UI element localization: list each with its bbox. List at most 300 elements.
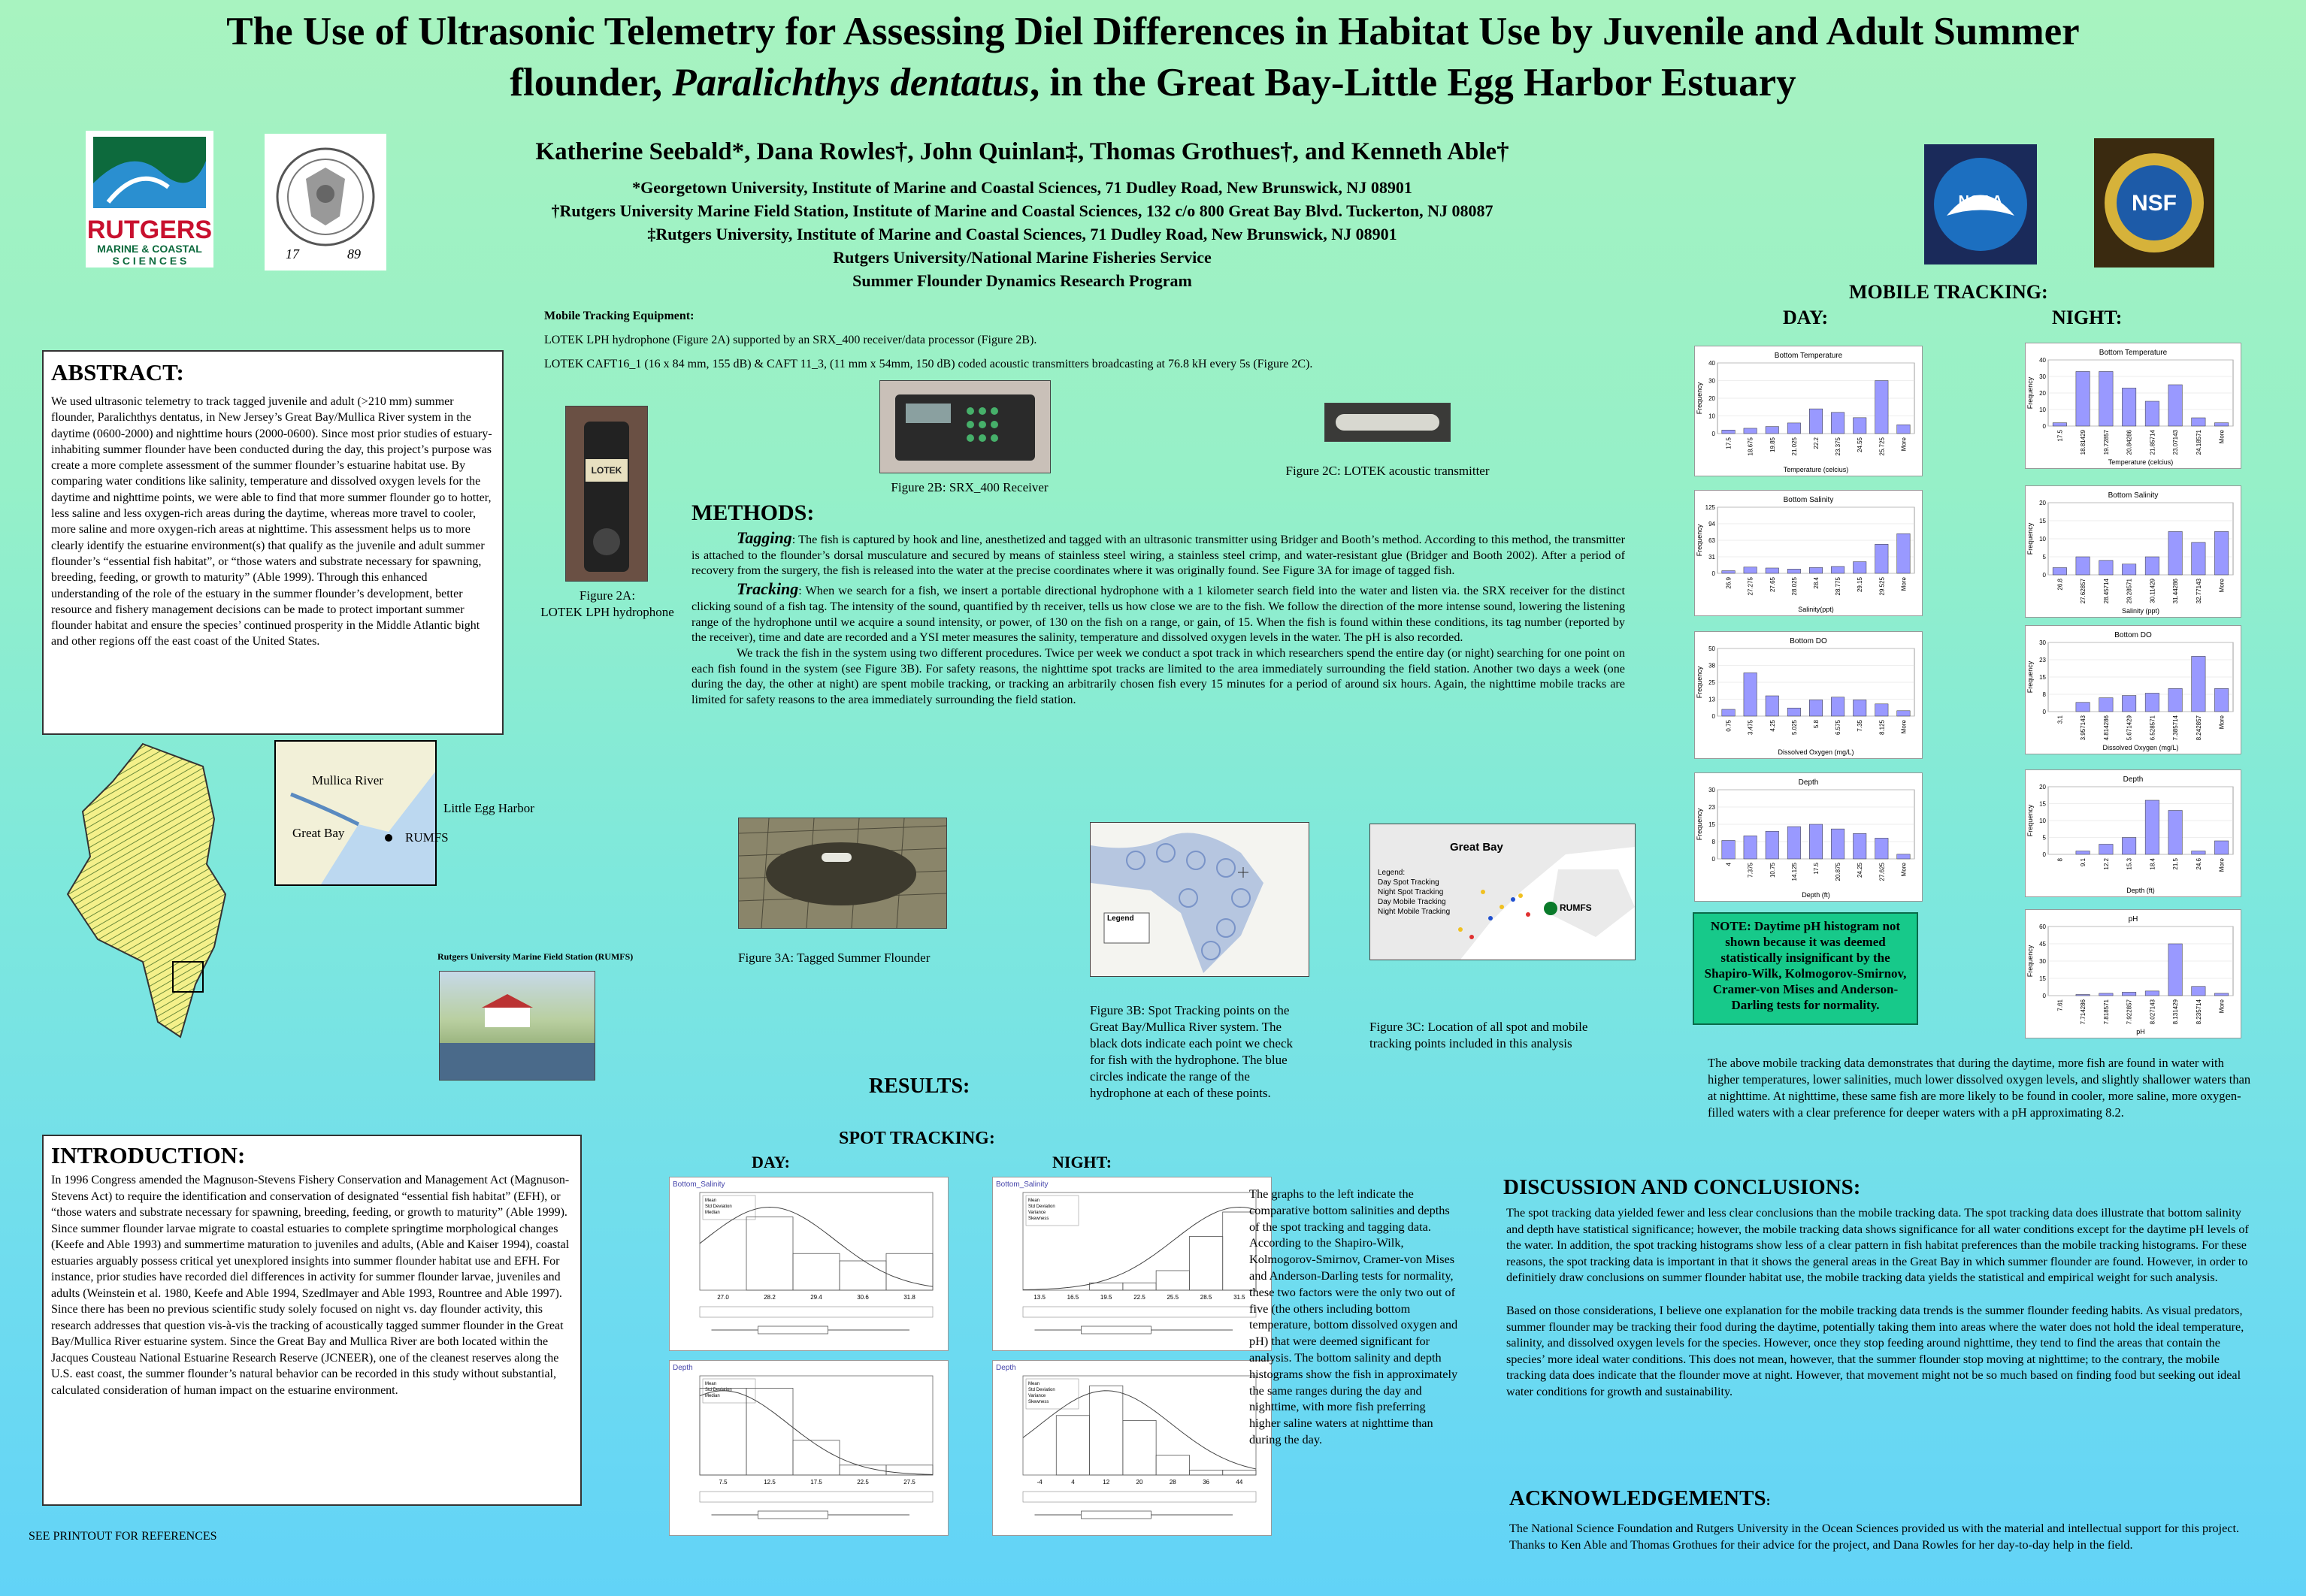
seal-year-right: 89 bbox=[347, 246, 361, 261]
box-plot bbox=[758, 1326, 828, 1334]
x-tick-label: 7.818571 bbox=[2102, 999, 2110, 1025]
bar bbox=[2214, 993, 2228, 996]
receiver-photo bbox=[879, 380, 1051, 473]
x-tick-label: 0.75 bbox=[1725, 720, 1733, 732]
box-plot bbox=[758, 1511, 828, 1519]
affiliation: Summer Flounder Dynamics Research Program bbox=[852, 271, 1192, 290]
field-station-photo bbox=[439, 971, 595, 1081]
x-tick-label: 26.8 bbox=[2056, 579, 2064, 591]
x-tick-label: 25.5 bbox=[1167, 1294, 1179, 1301]
x-tick-label: 19.85 bbox=[1769, 437, 1776, 453]
discussion-paragraph-2: Based on those considerations, I believe one explanation for the mobile tracking data trends is the summer flounder feeding habits. As visual predators, summer flounder may be tracking their food during the daytime, potentially taking them into areas where the water does not hold the ideal temperature, salinity, and dissolved oxygen levels for the species. However, once they stop feeding around nighttime, they tend to find the areas that contain the species’ more ideal water conditions. This does not mean, however, that the summer flounder stop moving at nighttime; to the contrary, the mobile tracking data does indicate that the flounder move at night. However, that movement might not be so much based on finding food but seeking out ideal water conditions for growth and sustainability. bbox=[1506, 1303, 2244, 1398]
rug-strip bbox=[700, 1307, 933, 1317]
mobile-summary: The above mobile tracking data demonstrates that during the daytime, more fish are found in water with higher temperatures, lower salinities, much lower dissolved oxygen levels, and slightly shallower waters than at nighttime. At nighttime, these same fish are more likely to be found in cooler, more saline, more oxygen-filled waters with a clear preference for deeper waters with a pH approximating 8.2. bbox=[1708, 1056, 2251, 1120]
bar bbox=[1897, 711, 1910, 716]
bar bbox=[1853, 700, 1866, 716]
y-tick-label: 15 bbox=[2039, 800, 2046, 808]
x-tick-label: -4 bbox=[1036, 1479, 1043, 1486]
stats-label: Mean bbox=[705, 1382, 717, 1386]
bar bbox=[2053, 423, 2066, 426]
bar bbox=[2099, 845, 2113, 855]
abstract-box bbox=[42, 350, 504, 735]
bar bbox=[1831, 697, 1844, 716]
stats-label: Std Deviation bbox=[705, 1205, 732, 1209]
acknowledgements-heading bbox=[1509, 1486, 1771, 1511]
legend-title: Legend: bbox=[1378, 869, 1406, 877]
y-tick-label: 50 bbox=[1708, 645, 1715, 652]
affiliation: ‡Rutgers University, Institute of Marine and Coastal Sciences, 71 Dudley Road, New Brunswick, NJ 08901 bbox=[647, 225, 1397, 243]
y-tick-label: 20 bbox=[2039, 784, 2046, 790]
discussion-heading: DISCUSSION AND CONCLUSIONS: bbox=[1503, 1175, 1861, 1199]
x-tick-label: 13.5 bbox=[1033, 1294, 1046, 1301]
y-tick-label: 30 bbox=[2039, 639, 2046, 646]
y-tick-label: 45 bbox=[2039, 941, 2046, 948]
y-tick-label: 23 bbox=[2039, 657, 2046, 663]
mullica-label: Mullica River bbox=[312, 773, 383, 787]
y-tick-label: 20 bbox=[2039, 390, 2046, 397]
x-tick-label: 29.525 bbox=[1878, 577, 1886, 596]
y-tick-label: 0 bbox=[2042, 993, 2046, 999]
tracking-label: Tracking bbox=[737, 579, 799, 599]
bar bbox=[1809, 567, 1822, 573]
spot-map-legend: Legend bbox=[1107, 914, 1134, 923]
x-tick-label: 28.775 bbox=[1835, 577, 1842, 596]
y-tick-label: 30 bbox=[1708, 377, 1715, 385]
bar bbox=[2076, 557, 2090, 575]
title-part: , in the Great Bay-Little Egg Harbor Estuary bbox=[1029, 61, 1796, 104]
tagging-text: : The fish is captured by hook and line, anesthetized and tagged with an ultrasonic transmitter using Bridger and Booth’s method. According to this method, the transmitter is attached to the flounder’s dorsal musculature and secured by means of stainless steel wiring, a stainless steel crimp, and water-resistant glue (Bridger and Booth 2002). After a period of recovery from the surgery, the fish is released into the water at the precise coordinates where it was originally found. See Figure 3A for image of tagged fish. bbox=[691, 533, 1625, 578]
affiliations bbox=[391, 176, 1654, 292]
x-tick-label: 12.2 bbox=[2102, 858, 2110, 870]
y-tick-label: 10 bbox=[2039, 407, 2046, 413]
bar bbox=[1875, 704, 1888, 716]
x-tick-label: 3.957143 bbox=[2080, 715, 2087, 741]
x-tick-label: 4.814286 bbox=[2102, 715, 2110, 741]
nj-state-icon bbox=[53, 736, 278, 1044]
x-tick-label: 7.375 bbox=[1747, 863, 1754, 878]
methods-heading: METHODS: bbox=[691, 500, 815, 525]
x-tick-label: 28.45714 bbox=[2102, 579, 2110, 604]
bar bbox=[1875, 381, 1888, 434]
x-tick-label: 17.5 bbox=[1725, 437, 1733, 449]
stats-label: Mean bbox=[705, 1199, 717, 1203]
x-tick-label: 31.44286 bbox=[2172, 579, 2180, 604]
x-tick-label: 5.025 bbox=[1790, 720, 1798, 736]
spot-histogram bbox=[669, 1177, 949, 1351]
x-tick-label: More bbox=[1900, 720, 1908, 734]
y-tick-label: 40 bbox=[1708, 360, 1715, 367]
bar bbox=[2145, 557, 2159, 575]
station-caption: Rutgers University Marine Field Station (RUMFS) bbox=[437, 951, 634, 962]
x-tick-label: 4 bbox=[1725, 863, 1733, 866]
stats-label: Variance bbox=[1028, 1394, 1046, 1398]
rutgers-name: RUTGERS bbox=[86, 216, 213, 244]
x-tick-label: 24.25 bbox=[1857, 863, 1864, 878]
chart-xlabel: Temperature (celcius) bbox=[2108, 458, 2174, 466]
bar bbox=[1831, 829, 1844, 859]
introduction-text: In 1996 Congress amended the Magnuson-Stevens Fishery Conservation and Management Act (Magnuson-Stevens Act) to require the identification and conservation of designated “essential fish habitat” (EFH), or “those waters and substrate necessary for spawning, breeding, feeding, or growth to maturity” (Able 1999). Since summer flounder larvae migrate to coastal estuaries to complete springtime morphological changes (Keefe and Able 1993) and summertime maturation to juveniles and adults, (Able and Kaiser 1994), coastal estuaries arguably possess critical yet unexplored insights into summer flounder habitat use and EFH. For instance, prior studies have recorded diel differences in activity for summer flounder larvae, juveniles and adults (Weinstein et al. 1980, Keefe and Able 1994, Szedlmayer and Able 1993, Rountree and Able 1997). Since there has been no previous scientific study solely focused on night vs. day flounder activity, this research addresses that question vis-à-vis the tracking of acoustically tagged summer flounder in the Great Bay/Mullica River estuarine system. Since the Great Bay and Mullica River are both located within the Jacques Cousteau National Estuarine Research Reserve (JCNEER), one of the cleanest reserves along the U.S. east coast, the summer flounder’s natural behavior can be recorded in this study without substantial, calculated consideration of human impact on the estuarine environment. bbox=[51, 1174, 570, 1397]
x-tick-label: 8 bbox=[2056, 858, 2064, 862]
x-tick-label: More bbox=[2218, 999, 2226, 1014]
chart-ylabel: Frequency bbox=[1696, 666, 1703, 699]
bar bbox=[2099, 993, 2113, 996]
x-tick-label: More bbox=[2218, 858, 2226, 872]
bar bbox=[1766, 696, 1778, 716]
bar bbox=[1875, 838, 1888, 859]
y-tick-label: 15 bbox=[1708, 821, 1715, 828]
stats-label: Median bbox=[705, 1211, 720, 1215]
flounder-icon bbox=[739, 818, 946, 928]
rutgers-sub2: S C I E N C E S bbox=[112, 255, 187, 267]
bar bbox=[2099, 371, 2113, 426]
chart-xlabel: Dissolved Oxygen (mg/L) bbox=[2102, 744, 2179, 751]
chart-title: Depth bbox=[2123, 775, 2144, 784]
bar bbox=[2122, 838, 2135, 855]
x-tick-label: 8.235714 bbox=[2195, 999, 2202, 1025]
bar bbox=[1853, 833, 1866, 859]
bar bbox=[1787, 827, 1800, 859]
y-tick-label: 30 bbox=[1708, 787, 1715, 793]
bar bbox=[1744, 836, 1757, 859]
y-tick-label: 94 bbox=[1708, 521, 1715, 527]
x-tick-label: 7.385714 bbox=[2172, 715, 2180, 741]
acknowledgements-text: The National Science Foundation and Rutgers University in the Ocean Sciences provided us with the material and intellectual support for this project. Thanks to Ken Able and Thomas Grothues for their advice for the project, and Dana Rowles for her day-to-day help in the field. bbox=[1509, 1522, 2239, 1552]
mobile-day-label: DAY: bbox=[1783, 307, 1829, 328]
bar bbox=[2122, 696, 2135, 712]
title-line-1: The Use of Ultrasonic Telemetry for Assessing Diel Differences in Habitat Use by Juvenile and Adult Summer bbox=[226, 10, 2080, 53]
stats-label: Skewness bbox=[1028, 1217, 1049, 1221]
x-tick-label: 29.15 bbox=[1857, 577, 1864, 593]
spot-night-label: NIGHT: bbox=[1052, 1153, 1112, 1171]
y-tick-label: 15 bbox=[2039, 674, 2046, 681]
x-tick-label: 12.5 bbox=[764, 1479, 776, 1486]
x-tick-label: 44 bbox=[1236, 1479, 1243, 1486]
station-building-icon bbox=[440, 972, 595, 1080]
x-tick-label: More bbox=[2218, 715, 2226, 730]
chart-title: Depth bbox=[1798, 778, 1819, 787]
mobile-chart bbox=[2025, 343, 2241, 469]
x-tick-label: 23.07143 bbox=[2172, 430, 2180, 455]
bar bbox=[1809, 409, 1822, 434]
stats-label: Std Deviation bbox=[1028, 1388, 1055, 1392]
mobile-chart bbox=[2025, 485, 2241, 618]
transmitter-photo bbox=[1324, 403, 1451, 442]
x-tick-label: 17.5 bbox=[1813, 863, 1820, 875]
chart-title: Bottom Temperature bbox=[1774, 352, 1843, 360]
chart-xlabel: Salinity(ppt) bbox=[1798, 606, 1834, 613]
x-tick-label: 16.5 bbox=[1067, 1294, 1079, 1301]
mobile-chart bbox=[2025, 625, 2241, 754]
seal-icon bbox=[265, 134, 386, 271]
bar bbox=[1809, 824, 1822, 859]
bar bbox=[2192, 851, 2205, 855]
x-tick-label: 9.1 bbox=[2080, 858, 2087, 867]
x-tick-label: 3.1 bbox=[2056, 715, 2064, 724]
x-tick-label: 20.875 bbox=[1835, 863, 1842, 881]
x-tick-label: 36 bbox=[1203, 1479, 1210, 1486]
spot-tracking-heading: SPOT TRACKING: bbox=[839, 1129, 995, 1148]
chart-title: Bottom Salinity bbox=[1783, 496, 1834, 504]
chart-ylabel: Frequency bbox=[1696, 382, 1703, 415]
bar bbox=[2122, 564, 2135, 575]
bar bbox=[1897, 534, 1910, 573]
bar bbox=[2192, 987, 2205, 996]
stats-label: Std Deviation bbox=[1028, 1205, 1055, 1209]
bar bbox=[2145, 991, 2159, 996]
rutgers-logo bbox=[86, 131, 213, 268]
chart-xlabel: Temperature (celcius) bbox=[1783, 466, 1849, 473]
bar bbox=[1722, 840, 1735, 859]
bar bbox=[2192, 543, 2205, 575]
x-tick-label: 6.528571 bbox=[2149, 715, 2156, 741]
x-tick-label: More bbox=[1900, 437, 1908, 452]
bar bbox=[2192, 656, 2205, 712]
bar bbox=[2192, 418, 2205, 426]
x-tick-label: More bbox=[1900, 863, 1908, 877]
x-tick-label: 22.2 bbox=[1813, 437, 1820, 449]
y-tick-label: 25 bbox=[1708, 679, 1715, 686]
x-tick-label: 22.5 bbox=[1133, 1294, 1145, 1301]
x-tick-label: 4.25 bbox=[1769, 720, 1776, 732]
fig2c-caption: Figure 2C: LOTEK acoustic transmitter bbox=[1285, 464, 1490, 478]
x-tick-label: 8.125 bbox=[1878, 720, 1886, 736]
introduction-box bbox=[42, 1135, 582, 1506]
chart-ylabel: Frequency bbox=[2026, 660, 2034, 694]
y-tick-label: 0 bbox=[1711, 856, 1715, 863]
rutgers-sub: MARINE & COASTAL bbox=[97, 243, 202, 255]
bar bbox=[1787, 569, 1800, 573]
x-tick-label: More bbox=[2218, 430, 2226, 444]
x-tick-label: 17.5 bbox=[810, 1479, 822, 1486]
nsf-icon bbox=[2094, 138, 2214, 268]
x-tick-label: 22.5 bbox=[857, 1479, 869, 1486]
tracking-text: : When we search for a fish, we insert a portable directional hydrophone with a 1 kilometer search field into the water and listen via. the SRX receiver for the distinct clicking sound of a fish tag. The intensity of the sound, quantified by th receiver, tells us how close we are to the fish. We follow the direction of the more intense sound, lowering the listening range of the hydrophone until we acquire a sound intensity, or power, of 130 on the fish on a range, or gain, of 15. When the fish is found within these conditions, its tag number (reported by the receiver), time and date are recorded and a YSI meter measures the salinity, temperature and dissolved oxygen levels in the water. The pH is also recorded. bbox=[691, 584, 1625, 645]
flounder-photo bbox=[738, 818, 947, 929]
stats-label: Variance bbox=[1028, 1211, 1046, 1215]
bar bbox=[1831, 567, 1844, 573]
tracking-paragraph-2: We track the fish in the system using two different procedures. Twice per week we conduct a spot track in which researchers spend the entire day (or night) searching for one point on each fish found in the system (see Figure 3B). For safety reasons, the nighttime spot tracks are limited to the area immediately surrounding the field station. Another two days a week (one during the day, the other at night) are spent mobile tracking, or tracking an arbitrarily chosen fish every 15 minutes for a period of around six hours. Again, the nighttime mobile tracks are limited for safety reasons to the area immediately surrounding the field station. bbox=[691, 645, 1625, 707]
y-tick-label: 0 bbox=[1711, 713, 1715, 720]
spot-results-text: The graphs to the left indicate the comparative bottom salinities and depths of the spot tracking and tagging data. According to the Shapiro-Wilk, Kolmogorov-Smirnov, Cramer-von Mises and Anderson-Darling tests for normality, these two factors were the only two out of five (the others including bottom temperature, bottom dissolved oxygen and pH) that were deemed significant for analysis. The bottom salinity and depth histograms show the fish in approximately the same ranges during the day and nighttime, with more fish preferring higher saline waters at nighttime than during the day. bbox=[1249, 1186, 1458, 1446]
bar bbox=[2168, 811, 2182, 855]
y-tick-label: 10 bbox=[2039, 536, 2046, 543]
rug-strip bbox=[700, 1492, 933, 1502]
x-tick-label: 29.4 bbox=[810, 1294, 822, 1301]
authors: Katherine Seebald*, Dana Rowles†, John Quinlan‡, Thomas Grothues†, and Kenneth Able† bbox=[535, 138, 1509, 165]
spot-tracking-charts bbox=[669, 1177, 1255, 1537]
fig3c-caption: Figure 3C: Location of all spot and mobile tracking points included in this analysis bbox=[1369, 1020, 1588, 1050]
stats-label: Mean bbox=[1028, 1382, 1040, 1386]
transmitter-icon bbox=[1325, 404, 1450, 441]
x-tick-label: 5.8 bbox=[1813, 720, 1820, 729]
mobile-chart bbox=[1694, 490, 1923, 616]
affiliation: *Georgetown University, Institute of Marine and Coastal Sciences, 71 Dudley Road, New Brunswick, NJ 08901 bbox=[632, 178, 1412, 197]
bar bbox=[2168, 944, 2182, 996]
bar bbox=[2099, 698, 2113, 712]
lotek-label: LOTEK bbox=[591, 465, 622, 476]
x-tick-label: 8.131429 bbox=[2172, 999, 2180, 1025]
abstract-heading: ABSTRACT: bbox=[51, 359, 184, 385]
x-tick-label: 19.72857 bbox=[2102, 430, 2110, 455]
y-tick-label: 8 bbox=[2042, 691, 2046, 698]
x-tick-label: 24.18571 bbox=[2195, 430, 2202, 455]
bar bbox=[1722, 709, 1735, 716]
chart-xlabel: pH bbox=[2136, 1028, 2145, 1035]
rug-strip bbox=[1023, 1307, 1256, 1317]
y-tick-label: 40 bbox=[2039, 357, 2046, 364]
bar bbox=[2168, 385, 2182, 426]
x-tick-label: 18.81429 bbox=[2080, 430, 2087, 455]
noaa-icon bbox=[1924, 144, 2037, 264]
chart-ylabel: Frequency bbox=[2026, 804, 2034, 837]
mobile-chart bbox=[2025, 769, 2241, 897]
chart-title: pH bbox=[2128, 915, 2138, 923]
location-map-rumfs: RUMFS bbox=[1560, 902, 1592, 913]
title-line-2 bbox=[0, 57, 2306, 108]
bar bbox=[2053, 567, 2066, 575]
x-tick-label: 28 bbox=[1169, 1479, 1176, 1486]
ph-note: NOTE: Daytime pH histogram not shown because it was deemed statistically insignificant by the Shapiro-Wilk, Kolmogorov-Smirnov, Cramer-von Mises and Anderson-Darling tests for normality. bbox=[1693, 912, 1918, 1025]
x-tick-label: 7.35 bbox=[1857, 720, 1864, 732]
x-tick-label: 27.62857 bbox=[2080, 579, 2087, 604]
chart-xlabel: Salinity (ppt) bbox=[2121, 607, 2160, 615]
bar bbox=[1897, 425, 1910, 434]
x-tick-label: 10.75 bbox=[1769, 863, 1776, 878]
bar bbox=[2145, 693, 2159, 712]
y-tick-label: 15 bbox=[2039, 975, 2046, 982]
x-tick-label: 8.027143 bbox=[2149, 999, 2156, 1025]
x-tick-label: 24.6 bbox=[2195, 858, 2202, 870]
spot-histogram bbox=[992, 1177, 1272, 1351]
y-tick-label: 31 bbox=[1708, 554, 1715, 561]
chart-title: Bottom Salinity bbox=[2108, 491, 2159, 500]
bar bbox=[2145, 401, 2159, 426]
x-tick-label: 30.11429 bbox=[2149, 579, 2156, 603]
x-tick-label: 14.125 bbox=[1790, 863, 1798, 881]
box-plot bbox=[1082, 1326, 1151, 1334]
mobile-chart bbox=[1694, 346, 1923, 476]
noaa-text: NOAA bbox=[1958, 193, 2003, 210]
x-tick-label: 28.2 bbox=[764, 1294, 776, 1301]
x-tick-label: 23.375 bbox=[1835, 437, 1842, 456]
y-tick-label: 5 bbox=[2042, 834, 2046, 842]
introduction-heading: INTRODUCTION: bbox=[51, 1142, 246, 1168]
x-tick-label: 7.5 bbox=[719, 1479, 728, 1486]
great-bay-label: Great Bay bbox=[292, 826, 345, 840]
x-tick-label: 7.714286 bbox=[2080, 999, 2087, 1025]
y-tick-label: 15 bbox=[2039, 518, 2046, 524]
fig2b-caption: Figure 2B: SRX_400 Receiver bbox=[891, 480, 1049, 494]
bar bbox=[1766, 427, 1778, 434]
x-tick-label: 7.61 bbox=[2056, 999, 2064, 1011]
tagging-label: Tagging bbox=[737, 528, 792, 547]
x-tick-label: 24.55 bbox=[1857, 437, 1864, 453]
tracking-paragraph bbox=[691, 579, 1625, 645]
y-tick-label: 13 bbox=[1708, 696, 1715, 703]
bar bbox=[2214, 841, 2228, 854]
equipment-line-1: LOTEK LPH hydrophone (Figure 2A) supported by an SRX_400 receiver/data processor (Figure 2B). bbox=[544, 334, 1037, 346]
x-tick-label: 3.475 bbox=[1747, 720, 1754, 736]
y-tick-label: 63 bbox=[1708, 537, 1715, 544]
x-tick-label: 15.3 bbox=[2126, 858, 2133, 870]
bar bbox=[1809, 700, 1822, 716]
y-tick-label: 0 bbox=[2042, 709, 2046, 715]
x-tick-label: 27.275 bbox=[1747, 577, 1754, 596]
x-tick-label: 5.671429 bbox=[2126, 715, 2133, 741]
x-tick-label: 26.9 bbox=[1725, 577, 1733, 589]
references-note: SEE PRINTOUT FOR REFERENCES bbox=[29, 1530, 217, 1543]
hydrophone-icon bbox=[566, 407, 647, 581]
discussion-paragraph-1: The spot tracking data yielded fewer and less clear conclusions than the mobile tracking data. The spot tracking data does illustrate that bottom salinity and depth have statistical significance; however, the mobile tracking data shows significance for all water conditions except for the daytime pH levels of the water. In addition, the spot tracking histograms show less of a clear pattern in fish habitat preferences than the mobile tracking histograms. For these reasons, the spot tracking data is important in that it shows the general areas in the Great Bay in which summer flounder are found. However, in order to definitiely draw conclusions on summer flounder habitat use, the mobile tracking data yields the statistical and empirical weight for such analysis. bbox=[1506, 1206, 2249, 1285]
bar bbox=[1787, 708, 1800, 716]
species-name: Paralichthys dentatus bbox=[672, 61, 1030, 104]
stats-label: Median bbox=[705, 1394, 720, 1398]
y-tick-label: 20 bbox=[2039, 500, 2046, 506]
chart-xlabel: Dissolved Oxygen (mg/L) bbox=[1778, 748, 1854, 756]
rutgers-wave-icon bbox=[86, 131, 213, 213]
bar bbox=[2168, 688, 2182, 712]
seal-year-left: 17 bbox=[286, 246, 299, 261]
y-tick-label: 10 bbox=[2039, 818, 2046, 824]
bar bbox=[1853, 418, 1866, 434]
bar bbox=[1766, 831, 1778, 859]
mobile-night-label: NIGHT: bbox=[2052, 307, 2123, 328]
legend-item: Day Mobile Tracking bbox=[1378, 898, 1446, 906]
mobile-chart bbox=[1694, 772, 1923, 902]
georgetown-seal bbox=[265, 134, 386, 271]
mobile-chart bbox=[2025, 909, 2241, 1038]
chart-ylabel: Frequency bbox=[1696, 808, 1703, 841]
x-tick-label: 25.725 bbox=[1878, 437, 1886, 456]
x-tick-label: 31.5 bbox=[1233, 1294, 1245, 1301]
y-tick-label: 8 bbox=[1711, 839, 1715, 845]
ack-colon: : bbox=[1766, 1493, 1771, 1508]
legend-item: Night Spot Tracking bbox=[1378, 888, 1444, 896]
ack-title: ACKNOWLEDGEMENTS bbox=[1509, 1486, 1766, 1510]
y-tick-label: 0 bbox=[1711, 570, 1715, 577]
bar bbox=[1766, 568, 1778, 573]
location-map-legend bbox=[1378, 868, 1450, 917]
x-tick-label: 20.84286 bbox=[2126, 430, 2133, 455]
spot-tracking-map bbox=[1090, 822, 1309, 977]
x-tick-label: 21.85714 bbox=[2149, 430, 2156, 455]
x-tick-label: 32.77143 bbox=[2195, 579, 2202, 604]
discussion-text bbox=[1506, 1205, 2250, 1407]
bar bbox=[2214, 531, 2228, 575]
fig3a-caption: Figure 3A: Tagged Summer Flounder bbox=[738, 951, 931, 965]
y-tick-label: 30 bbox=[2039, 958, 2046, 965]
rug-strip bbox=[1023, 1492, 1256, 1502]
inset-map bbox=[274, 740, 449, 886]
stats-label: Skewness bbox=[1028, 1400, 1049, 1404]
bar bbox=[1722, 430, 1735, 434]
equipment-heading: Mobile Tracking Equipment: bbox=[544, 310, 695, 322]
bar bbox=[2076, 994, 2090, 996]
x-tick-label: 12 bbox=[1103, 1479, 1110, 1486]
bar bbox=[1831, 413, 1844, 434]
x-tick-label: 18.675 bbox=[1747, 437, 1754, 456]
abstract-text: We used ultrasonic telemetry to track tagged juvenile and adult (>210 mm) summer flounder, Paralichthys dentatus, in New Jersey’s Great Bay/Mullica River system in the daytime (0600-2000) and nighttime hours (2000-0600). Since most prior studies of estuary-inhabiting summer flounder have been conducted during the day, this project’s purpose was create a more complete assessment of the summer flounder’s estuarine habitat use. By comparing water conditions like salinity, temperature and dissolved oxygen levels for the daytime and nighttime points, we were able to find that more summer flounder go to hotter, less saline and less oxygen-rich areas during the daytime, whereas more travel to cooler, more saline and more oxygen-rich areas at nighttime. This assessment helps us to more clearly identify the estuarine environment(s) that qualify as the juvenile and adult summer flounder’s “essential fish habitat”, or “those waters and substrate necessary for spawning, breeding, feeding, or growth to maturity” (Able 1999). Through this enhanced understanding of the role of the estuary in the summer flounder’s development, better resource and fishery management decisions can be made to protect important summer flounder habitat and ensure the species’ continued prosperity in the Middle Atlantic bight and other regions off the east coast of the United States. bbox=[51, 395, 492, 648]
x-tick-label: 28.4 bbox=[1813, 577, 1820, 589]
bar bbox=[2076, 851, 2090, 855]
nj-map bbox=[53, 736, 278, 1044]
bar bbox=[1853, 562, 1866, 573]
noaa-logo bbox=[1924, 144, 2037, 264]
stats-label: Mean bbox=[1028, 1199, 1040, 1203]
stats-label: Std Deviation bbox=[705, 1388, 732, 1392]
chart-xlabel: Depth (ft) bbox=[2126, 887, 2155, 894]
x-tick-label: 30.6 bbox=[857, 1294, 869, 1301]
